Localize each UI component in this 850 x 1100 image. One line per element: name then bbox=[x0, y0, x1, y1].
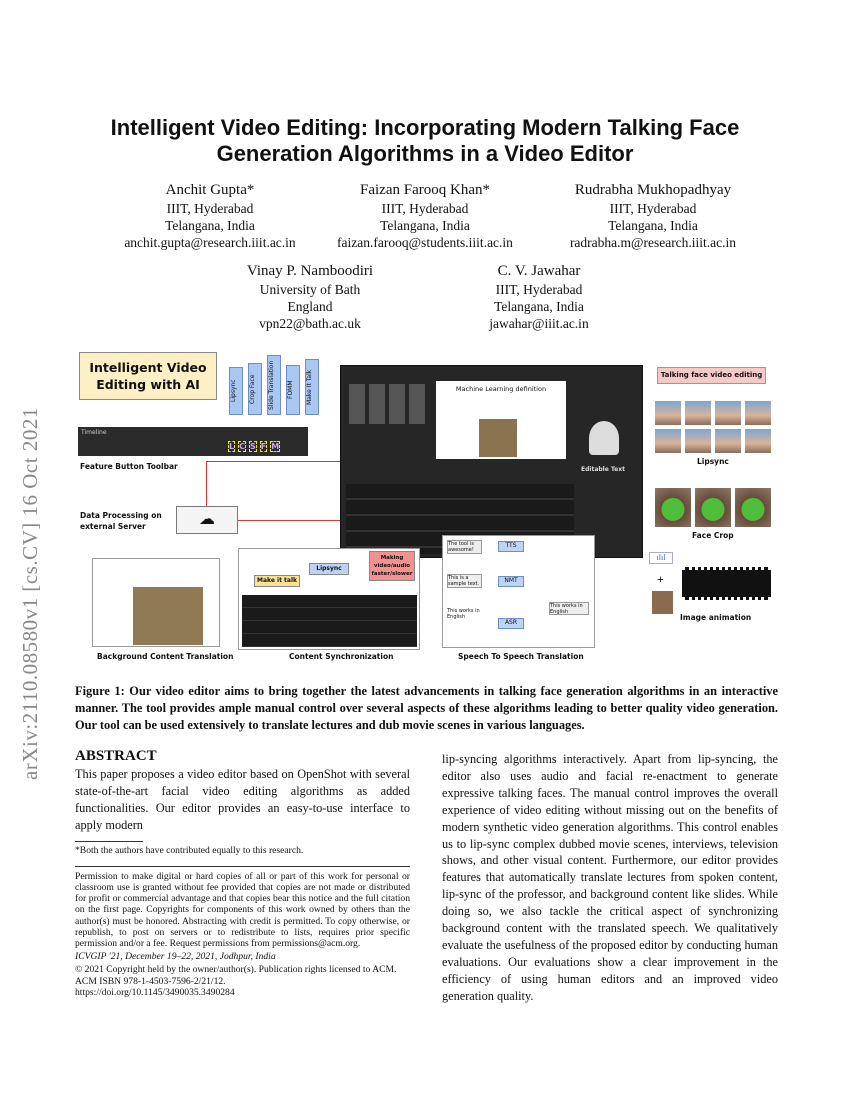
editor-screenshot bbox=[340, 365, 643, 558]
author-name: C. V. Jawahar bbox=[497, 263, 581, 279]
author-location: Telangana, India bbox=[608, 218, 698, 233]
arxiv-stamp: arXiv:2110.08580v1 [cs.CV] 16 Oct 2021 bbox=[18, 407, 42, 780]
lipsync-label: Lipsync bbox=[697, 457, 729, 466]
connector-line bbox=[206, 461, 340, 462]
toolbar-letters bbox=[228, 441, 280, 452]
data-processing-label: Data Processing on external Server bbox=[80, 511, 162, 531]
author-block bbox=[419, 262, 659, 332]
sync-timeline bbox=[242, 595, 417, 647]
lower-content bbox=[75, 683, 778, 1005]
author-block bbox=[190, 262, 430, 332]
author-affiliation: IIIT, Hyderabad bbox=[381, 201, 469, 216]
toolbar-button-f: F bbox=[260, 442, 267, 451]
face-thumbnail bbox=[655, 401, 681, 425]
face-thumbnail bbox=[685, 401, 711, 425]
toolbar-button-c: C bbox=[239, 442, 245, 451]
asr-box: ASR bbox=[498, 618, 524, 629]
face-thumbnail bbox=[655, 429, 681, 453]
feature-toolbar-label: Feature Button Toolbar bbox=[80, 462, 178, 471]
figure-1 bbox=[75, 345, 775, 665]
abstract-heading: ABSTRACT bbox=[75, 748, 157, 764]
content-sync-label: Content Synchronization bbox=[289, 652, 394, 661]
toolbar-button-s: S bbox=[249, 442, 256, 451]
face-crop-image bbox=[655, 488, 691, 527]
lipsync-tag: Lipsync bbox=[309, 563, 349, 575]
feature-button-slide-translation: Slide Translation bbox=[267, 355, 281, 415]
conference-info: ICVGIP '21, December 19–22, 2021, Jodhpur, India bbox=[75, 951, 276, 963]
bg-translation-label: Background Content Translation bbox=[97, 652, 234, 661]
face-thumbnail bbox=[685, 429, 711, 453]
author-affiliation: IIIT, Hyderabad bbox=[166, 201, 254, 216]
face-thumbnail bbox=[745, 401, 771, 425]
plus-icon: + bbox=[657, 572, 664, 586]
slide-preview bbox=[436, 381, 566, 459]
abstract-text-right: lip-syncing algorithms interactively. Apart from lip-syncing, the editor also uses audio and facial re-enactment to generate expressive talking faces. The manual control improves the overall experience of video editing without missing out on the benefits of modern synthetic video generation algorithms. This control enables us to lip-sync complex dubbed movie scenes, interviews, television shows, and other visual content. Furthermore, our editor provides features that automatically translate lectures from spoken content, lip-sync of the professor, and background content like slides. While doing so, we also tackle the critical aspect of synchronizing background content with the translated speech. We qualitatively evaluate the usefulness of the proposed editor by conducting human evaluations. Our evaluations show a clear improvement in the efficiency of using human editors and an improved video generation quality. bbox=[442, 752, 778, 1003]
feature-button-make-it-talk: Make It Talk bbox=[305, 359, 319, 415]
content-sync-panel bbox=[238, 548, 420, 650]
author-email[interactable]: radrabha.m@research.iiit.ac.in bbox=[569, 235, 737, 250]
title-line: Intelligent Video Editing: Incorporating Modern Talking Face bbox=[110, 115, 740, 140]
s2s-panel bbox=[442, 535, 595, 648]
author-email[interactable]: jawahar@iiit.ac.in bbox=[489, 316, 589, 331]
talking-face-label: Talking face video editing bbox=[657, 367, 766, 384]
author-location: England bbox=[287, 299, 333, 314]
film-strip bbox=[682, 567, 771, 600]
s2s-input-audio: This works in English bbox=[447, 608, 480, 620]
permission-notice: Permission to make digital or hard copies of all or part of this work for personal or classroom use is granted without fee provided that copies are not made or distributed for profit or commercial advantage and that copies bear this notice and the full citation on the first page. Copyrights for components of this work owned by others than the author(s) must be honored. Abstracting with credit is permitted. To copy otherwise, or republish, to post on servers or to redistribute to lists, requires prior specific permission and/or a fee. Request permissions from permissions@acm.org. bbox=[75, 870, 410, 950]
author-affiliation: IIIT, Hyderabad bbox=[495, 282, 583, 297]
copyright: © 2021 Copyright held by the owner/author(s). Publication rights licensed to ACM. bbox=[75, 964, 397, 976]
paper-title bbox=[60, 115, 790, 167]
author-email[interactable]: vpn22@bath.ac.uk bbox=[259, 316, 361, 331]
author-name: Vinay P. Namboodiri bbox=[246, 263, 374, 279]
slide-title: Machine Learning definition bbox=[455, 385, 547, 393]
footnote-rule bbox=[75, 841, 143, 842]
face-thumbnail bbox=[745, 429, 771, 453]
title-line: Generation Algorithms in a Video Editor bbox=[216, 141, 634, 166]
timeline-label: Timeline bbox=[81, 429, 107, 436]
feature-button-lipsync: Lipsync bbox=[229, 367, 243, 415]
face-thumbnail bbox=[715, 401, 741, 425]
author-block bbox=[533, 181, 773, 251]
abstract-text-left: This paper proposes a video editor based on OpenShot with several state-of-the-art facial video editing algorithms as added functionalities. Our editor provides an easy-to-use interface to apply modern bbox=[75, 767, 410, 832]
toolbar-button-m: M bbox=[271, 442, 280, 451]
speed-tag: Making video/audio faster/slower bbox=[369, 551, 415, 581]
author-name: Anchit Gupta* bbox=[165, 182, 255, 198]
right-column bbox=[442, 747, 778, 1005]
author-block bbox=[90, 181, 330, 251]
face-crop-label: Face Crop bbox=[692, 531, 734, 540]
face-thumbnail bbox=[715, 429, 741, 453]
project-files bbox=[349, 384, 429, 424]
s2s-input-text: The tool is awesome! bbox=[447, 540, 482, 554]
editable-text-label: Editable Text bbox=[581, 466, 625, 473]
face-crop-image bbox=[735, 488, 771, 527]
s2s-label: Speech To Speech Translation bbox=[458, 652, 584, 661]
source-face-image bbox=[652, 591, 673, 614]
speaker-photo bbox=[133, 587, 203, 645]
author-block bbox=[305, 181, 545, 251]
two-column-body bbox=[75, 747, 778, 1005]
left-column bbox=[75, 747, 410, 1005]
author-email[interactable]: anchit.gupta@research.iiit.ac.in bbox=[124, 235, 296, 250]
bg-translation-panel bbox=[92, 558, 220, 647]
author-affiliation: University of Bath bbox=[259, 282, 361, 297]
connector-line bbox=[206, 461, 207, 506]
cloud-server-icon: ☁ bbox=[176, 506, 238, 534]
waveform-icon: ılıl bbox=[649, 552, 673, 564]
face-crop-image bbox=[695, 488, 731, 527]
s2s-input-text: This is a sample text. bbox=[447, 574, 482, 588]
toolbar-button-l: L bbox=[229, 442, 235, 451]
doi-link[interactable]: https://doi.org/10.1145/3490035.3490284 bbox=[75, 986, 235, 998]
nmt-box: NMT bbox=[498, 576, 524, 587]
author-name: Faizan Farooq Khan* bbox=[360, 182, 490, 198]
tts-box: TTS bbox=[498, 541, 524, 552]
author-affiliation: IIIT, Hyderabad bbox=[609, 201, 697, 216]
feature-button-fomm: FOMM bbox=[286, 365, 300, 415]
author-location: Telangana, India bbox=[494, 299, 584, 314]
permission-rule bbox=[75, 866, 410, 867]
author-location: Telangana, India bbox=[380, 218, 470, 233]
speaker-video bbox=[479, 419, 517, 457]
author-location: Telangana, India bbox=[165, 218, 255, 233]
isbn: ACM ISBN 978-1-4503-7596-2/21/12. bbox=[75, 975, 226, 987]
image-animation-label: Image animation bbox=[680, 613, 752, 622]
footnote: *Both the authors have contributed equally to this research. bbox=[75, 844, 304, 856]
figure-title-box: Intelligent Video Editing with AI bbox=[79, 352, 217, 400]
figure-caption: Figure 1: Our video editor aims to bring together the latest advancements in talking face generation algorithms in an interactive manner. The tool provides ample manual control over several aspects of these algorithms leading to better quality video generation. Our tool can be used extensively to translate lectures and dub movie scenes in various languages. bbox=[75, 684, 778, 732]
user-avatar-icon bbox=[589, 421, 619, 455]
timeline-toolbar bbox=[78, 427, 308, 456]
s2s-output-text: This works in English bbox=[549, 602, 589, 615]
feature-button-crop-face: Crop Face bbox=[248, 363, 262, 415]
make-it-talk-tag: Make it talk bbox=[254, 575, 300, 587]
author-email[interactable]: faizan.farooq@students.iiit.ac.in bbox=[337, 235, 513, 250]
author-name: Rudrabha Mukhopadhyay bbox=[574, 182, 732, 198]
